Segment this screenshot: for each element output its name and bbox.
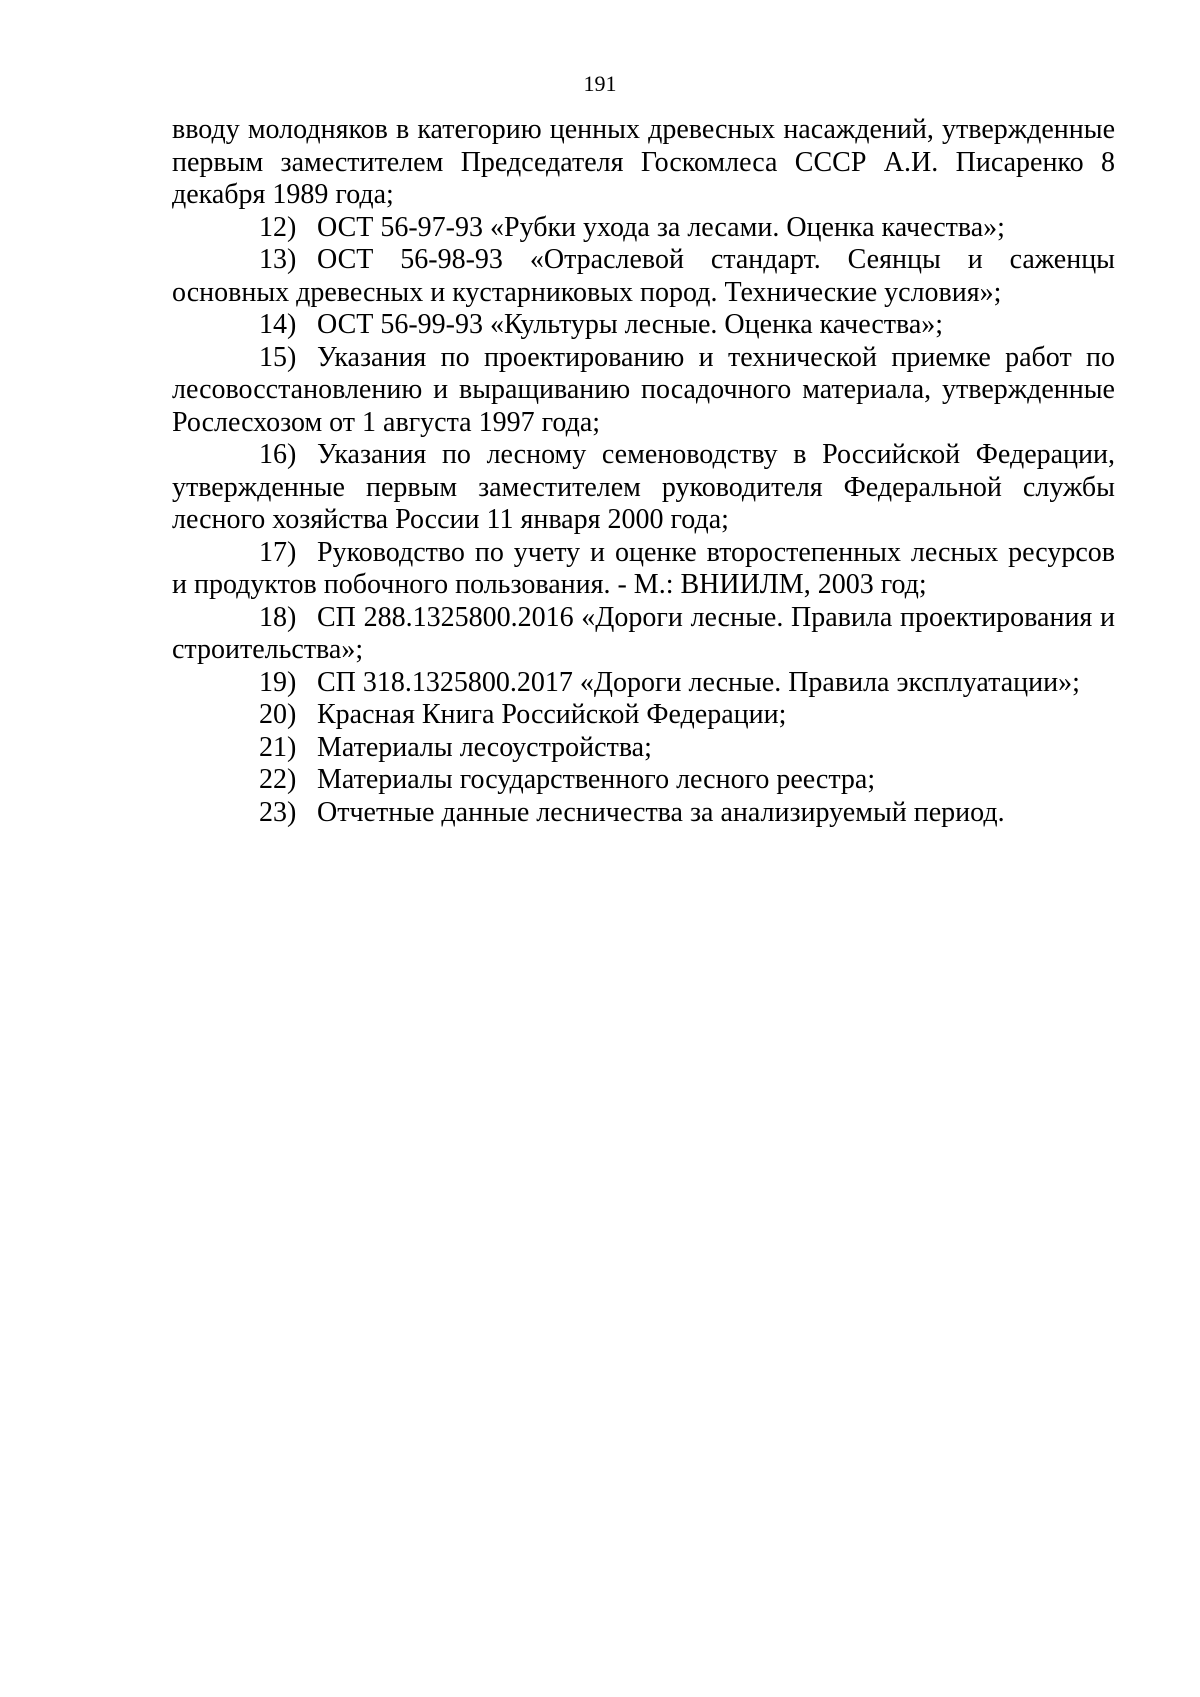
list-item-number: 21) (259, 731, 297, 763)
list-item-number: 23) (259, 796, 297, 828)
list-item-text: ОСТ 56-97-93 «Рубки ухода за лесами. Оценка качества»; (317, 211, 1005, 243)
list-item-text: Материалы лесоустройства; (317, 731, 652, 763)
list-item-number: 13) (259, 244, 297, 275)
intro-paragraph: вводу молодняков в категорию ценных древесных насаждений, утвержденные первым заместителем Председателя Госкомлеса СССР А.И. Писаренко 8 декабря 1989 года; (172, 114, 1115, 210)
list-item (172, 602, 1115, 667)
list-item (172, 309, 1115, 342)
list-item-text: Красная Книга Российской Федерации; (317, 699, 787, 730)
list-item (172, 699, 1115, 732)
list-item (172, 732, 1115, 765)
list-item-text: Указания по проектированию и технической приемке работ по лесовосстановлению и выращиванию посадочного материала, утвержденные Рослесхозом от 1 августа 1997 года; (172, 341, 1115, 438)
list-item-text: СП 318.1325800.2017 «Дороги лесные. Правила эксплуатации»; (317, 666, 1080, 698)
list-item-number: 12) (259, 211, 297, 243)
list-item-number: 15) (259, 341, 297, 373)
list-item-number: 18) (259, 601, 297, 633)
list-item-text: Указания по лесному семеноводству в Российской Федерации, утвержденные первым заместителем руководителя Федеральной службы лесного хозяйства России 11 января 2000 года; (172, 439, 1115, 535)
list-item-text: Руководство по учету и оценке второстепенных лесных ресурсов и продуктов побочного пользования. - М.: ВНИИЛМ, 2003 год; (172, 536, 1115, 600)
list-item-number: 19) (259, 666, 297, 698)
list-item (172, 537, 1115, 602)
list-item (172, 342, 1115, 440)
list-item-text: ОСТ 56-98-93 «Отраслевой стандарт. Сеянцы и саженцы основных древесных и кустарниковых пород. Технические условия»; (172, 244, 1115, 308)
list-item-number: 14) (259, 309, 297, 340)
list-item-number: 20) (259, 699, 297, 730)
document-body (172, 114, 1115, 829)
list-item (172, 667, 1115, 700)
page-number: 191 (583, 71, 617, 96)
list-item-number: 22) (259, 764, 297, 795)
list-item (172, 797, 1115, 830)
list-item-text: Отчетные данные лесничества за анализируемый период. (317, 796, 1005, 828)
list-item (172, 764, 1115, 797)
list-item (172, 244, 1115, 309)
list-item-text: ОСТ 56-99-93 «Культуры лесные. Оценка качества»; (317, 309, 944, 340)
list-item (172, 439, 1115, 537)
list-item-text: Материалы государственного лесного реестра; (317, 764, 876, 795)
list-item-number: 16) (259, 439, 297, 470)
list-item-text: СП 288.1325800.2016 «Дороги лесные. Правила проектирования и строительства»; (172, 601, 1115, 665)
list-item-number: 17) (259, 536, 297, 568)
list-item (172, 212, 1115, 245)
